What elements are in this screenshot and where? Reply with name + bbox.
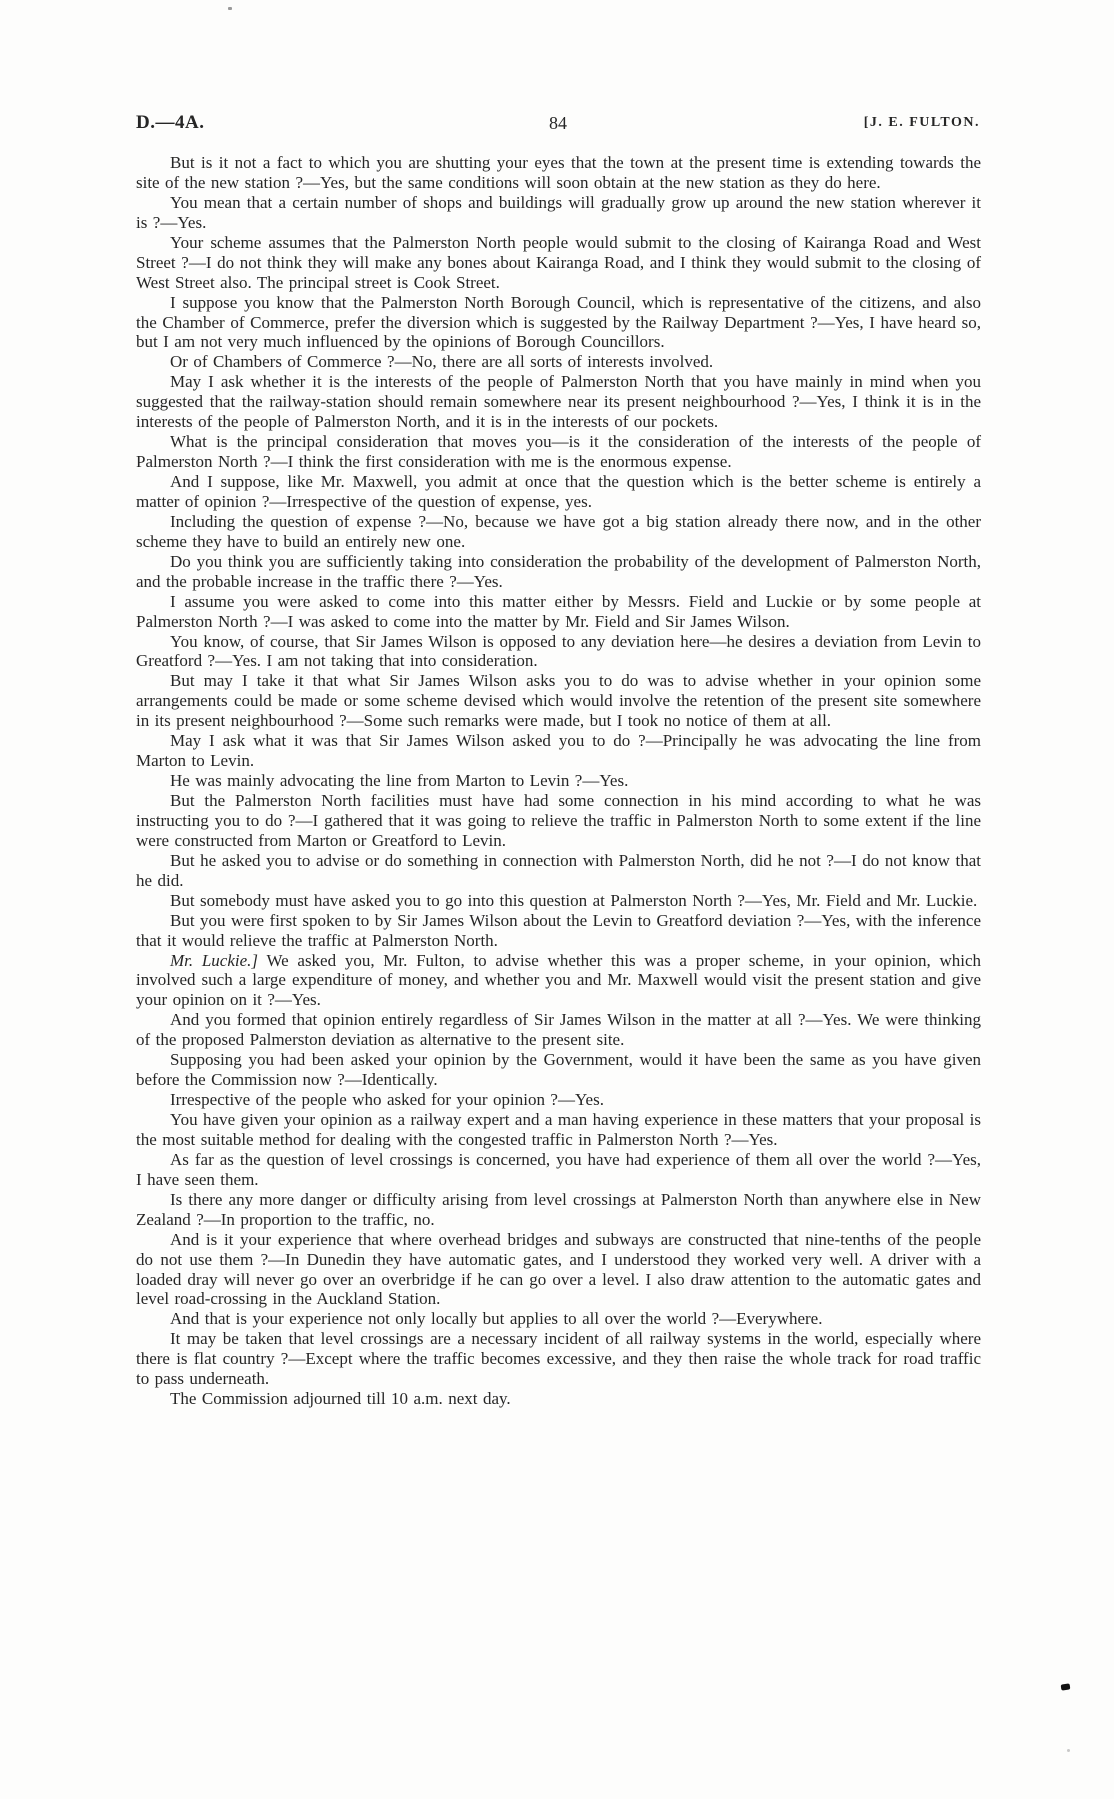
page-number: 84 [549, 113, 567, 133]
testimony-paragraph [136, 293, 981, 353]
testimony-paragraph [136, 1309, 981, 1329]
testimony-paragraph [136, 731, 981, 771]
scan-speck [1067, 1749, 1070, 1752]
testimony-paragraph [136, 632, 981, 672]
paragraph-text: We asked you, Mr. Fulton, to advise whether this was a proper scheme, in your opinion, which involved such a large expenditure of money, and whether you and Mr. Maxwell would visit the present station and give your opinion on it ?—Yes. [136, 950, 981, 1010]
testimony-paragraph [136, 1190, 981, 1230]
testimony-paragraph [136, 153, 981, 193]
paragraph-text: As far as the question of level crossings is concerned, you have had experience of them all over the world ?—Yes, I have seen them. [136, 1149, 981, 1189]
testimony-paragraph [136, 791, 981, 851]
paragraph-text: Irrespective of the people who asked for your opinion ?—Yes. [170, 1090, 604, 1110]
testimony-paragraph [136, 1010, 981, 1050]
testimony-paragraph [136, 1150, 981, 1190]
paragraph-text: Do you think you are sufficiently taking into consideration the probability of the development of Palmerston North, and the probable increase in the traffic there ?—Yes. [136, 551, 981, 591]
testimony-paragraph [136, 1389, 981, 1409]
paragraph-text: But may I take it that what Sir James Wilson asks you to do was to advise whether in your opinion some arrangements could be made or some scheme devised which would involve the retention of the present site somewhere in its present neighbourhood ?—Some such remarks were made, but I took no notice of them at all. [136, 671, 981, 731]
speaker-lead: Mr. Luckie.] [170, 950, 259, 970]
paragraph-text: You have given your opinion as a railway expert and a man having experience in these matters that your proposal is the most suitable method for dealing with the congested traffic in Palmerston North ?—Yes. [136, 1110, 981, 1149]
paragraph-text: And I suppose, like Mr. Maxwell, you admit at once that the question which is the better scheme is entirely a matter of opinion ?—Irrespective of the question of expense, yes. [136, 472, 981, 511]
testimony-paragraph [136, 552, 981, 592]
paragraph-text: Is there any more danger or difficulty arising from level crossings at Palmerston North than anywhere else in New Zealand ?—In proportion to the traffic, no. [136, 1189, 981, 1229]
testimony-paragraph [136, 592, 981, 632]
paragraph-text: May I ask whether it is the interests of the people of Palmerston North that you have mainly in mind when you suggested that the railway-station should remain somewhere near its present neighbourhood ?—Yes, I think it is in the interests of the people of Palmerston North, and it is in the interests of our pockets. [136, 372, 981, 432]
testimony-paragraph [136, 193, 981, 233]
testimony-paragraph [136, 1090, 981, 1110]
testimony-paragraph [136, 233, 981, 293]
paragraph-text: What is the principal consideration that moves you—is it the consideration of the interests of the people of Palmerston North ?—I think the first consideration with me is the enormous expense. [136, 432, 981, 472]
paragraph-text: Supposing you had been asked your opinion by the Government, would it have been the same as you have given before the Commission now ?—Identically. [136, 1050, 981, 1090]
paragraph-text: You know, of course, that Sir James Wilson is opposed to any deviation here—he desires a deviation from Levin to Greatford ?—Yes. I am not taking that into consideration. [136, 631, 981, 671]
running-header-witness: [J. E. FULTON. [863, 115, 980, 130]
paragraph-text: And that is your experience not only locally but applies to all over the world ?—Everywhere. [170, 1309, 823, 1329]
paragraph-text: But somebody must have asked you to go into this question at Palmerston North ?—Yes, Mr. Field and Mr. Luckie. [170, 890, 978, 910]
testimony-paragraph [136, 1110, 981, 1150]
ink-speck [1061, 1683, 1071, 1690]
testimony-paragraph [136, 1329, 981, 1389]
paragraph-text: Or of Chambers of Commerce ?—No, there are all sorts of interests involved. [170, 352, 714, 372]
paragraph-text: May I ask what it was that Sir James Wilson asked you to do ?—Principally he was advocating the line from Marton to Levin. [136, 731, 981, 771]
testimony-paragraph [136, 771, 981, 791]
page-header [136, 112, 980, 138]
paragraph-text: I assume you were asked to come into this matter either by Messrs. Field and Luckie or by some people at Palmerston North ?—I was asked to come into the matter by Mr. Field and Sir James Wilson. [136, 591, 981, 631]
paragraph-text: The Commission adjourned till 10 a.m. next day. [170, 1389, 511, 1409]
paragraph-text: But is it not a fact to which you are shutting your eyes that the town at the present time is extending towards the site of the new station ?—Yes, but the same conditions will soon obtain at the new station as they do here. [136, 153, 981, 192]
testimony-paragraph [136, 1050, 981, 1090]
paragraph-text: Your scheme assumes that the Palmerston North people would submit to the closing of Kairanga Road and West Street ?—I do not think they will make any bones about Kairanga Road, and I think they would submit to the closing of West Street also. The principal street is Cook Street. [136, 232, 981, 292]
paragraph-text: But you were first spoken to by Sir James Wilson about the Levin to Greatford deviation ?—Yes, with the inference that it would relieve the traffic at Palmerston North. [136, 910, 981, 950]
paragraph-text: You mean that a certain number of shops and buildings will gradually grow up around the new station wherever it is ?—Yes. [136, 192, 981, 232]
testimony-paragraph [136, 432, 981, 472]
testimony-paragraph [136, 851, 981, 891]
testimony-paragraph [136, 1230, 981, 1310]
testimony-paragraph [136, 951, 981, 1011]
testimony-paragraph [136, 372, 981, 432]
document-reference: D.—4A. [136, 112, 205, 133]
testimony-paragraph [136, 512, 981, 552]
testimony-paragraph [136, 472, 981, 512]
paragraph-text: It may be taken that level crossings are a necessary incident of all railway systems in the world, especially where there is flat country ?—Except where the traffic becomes excessive, and they then raise the whole track for road traffic to pass underneath. [136, 1329, 981, 1389]
testimony-paragraph [136, 671, 981, 731]
testimony-body [136, 153, 981, 1409]
scan-speck [228, 7, 232, 10]
paragraph-text: And you formed that opinion entirely regardless of Sir James Wilson in the matter at all ?—Yes. We were thinking of the proposed Palmerston deviation as alternative to the present site. [136, 1010, 981, 1050]
testimony-paragraph [136, 911, 981, 951]
paragraph-text: He was mainly advocating the line from Marton to Levin ?—Yes. [170, 771, 629, 791]
testimony-paragraph [136, 891, 981, 911]
paragraph-text: Including the question of expense ?—No, because we have got a big station already there now, and in the other scheme they have to build an entirely new one. [136, 511, 981, 551]
paragraph-text: But he asked you to advise or do something in connection with Palmerston North, did he not ?—I do not know that he did. [136, 850, 981, 890]
paragraph-text: And is it your experience that where overhead bridges and subways are constructed that nine-tenths of the people do not use them ?—In Dunedin they have automatic gates, and I understood they worked very well. A driver with a loaded dray will never go over an overbridge if he can go over a level. I also draw attention to the automatic gates and level road-crossing in the Auckland Station. [136, 1229, 981, 1309]
paragraph-text: I suppose you know that the Palmerston North Borough Council, which is representative of the citizens, and also the Chamber of Commerce, prefer the diversion which is suggested by the Railway Department ?—Yes, I have heard so, but I am not very much influenced by the opinions of Borough Councillors. [136, 292, 981, 352]
testimony-paragraph [136, 352, 981, 372]
paragraph-text: But the Palmerston North facilities must have had some connection in his mind according to what he was instructing you to do ?—I gathered that it was going to relieve the traffic in Palmerston North to some extent if the line were constructed from Marton or Greatford to Levin. [136, 791, 981, 850]
